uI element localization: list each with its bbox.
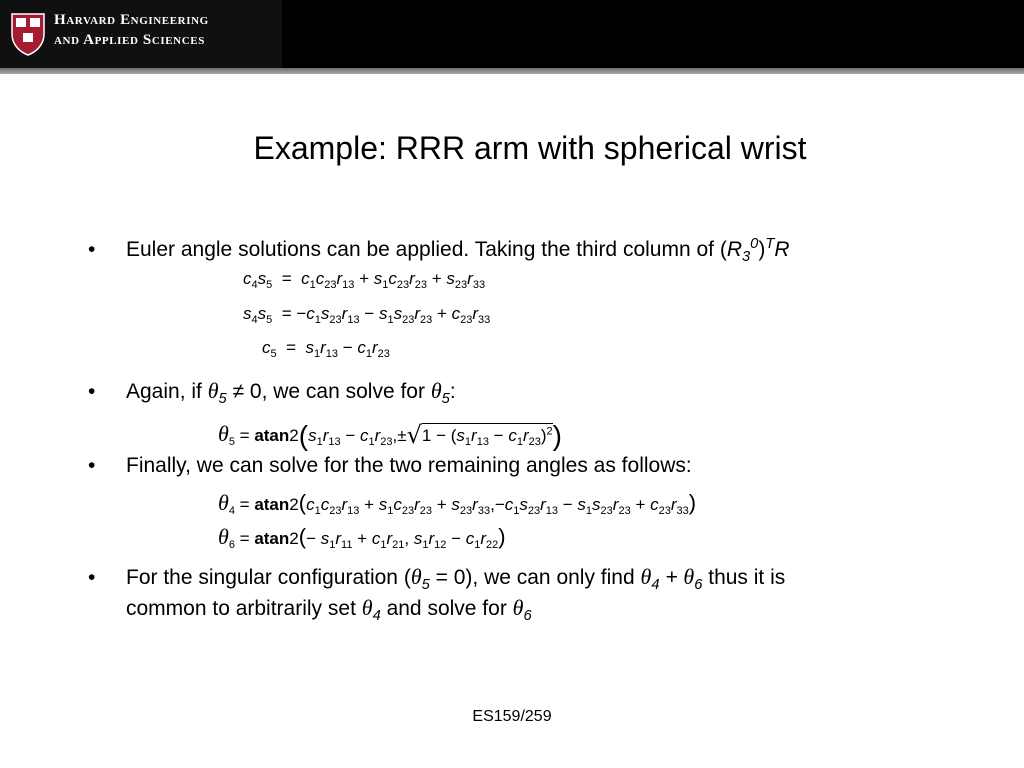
equation-c5: $c_5 = s_1r_{13} - c_1r_{23}$ [262,338,390,360]
theta-symbol: θ [410,564,422,589]
bullet-text: common to arbitrarily set [126,597,362,620]
theta-subscript: 5 [218,391,227,408]
bullet-dot: • [88,238,96,261]
bullet-text-mid: and solve for [380,597,513,620]
slide-title: Example: RRR arm with spherical wrist [253,130,807,166]
theta-subscript: 5 [441,391,450,408]
close-paren: ) [758,238,766,261]
bullet-text-mid: = 0), we can only find [429,566,641,589]
bullet-continuation [126,593,532,631]
theta-symbol: θ [207,378,219,403]
theta-symbol: θ [683,564,695,589]
bullet-text-end: : [449,380,456,403]
rotation-symbol-end: R [774,238,790,261]
theta-symbol: θ [430,378,442,403]
rotation-subscript: 3 [742,249,751,266]
logo-text-line1: Harvard Engineering [54,12,209,28]
bullet-dot: • [88,566,96,589]
bullet-item [88,229,790,272]
theta-subscript: 6 [523,608,532,625]
bullet-dot: • [88,454,96,477]
bullet-text: Again, if [126,380,208,403]
equation-c4s5: $c_4s_5 = c_1c_{23}r_{13} + s_1c_{23}r_{23} + s_{23}r_{33}$ [243,269,486,291]
bullet-text: Euler angle solutions can be applied. Taking the third column of ( [126,238,727,261]
rotation-superscript: 0 [750,236,759,252]
theta-subscript: 4 [372,608,381,625]
theta-symbol: θ [361,595,373,620]
theta-subscript: 5 [421,577,430,594]
bullet-text: For the singular configuration ( [126,566,411,589]
rotation-symbol: R [726,238,742,261]
header-divider [0,68,1024,74]
equation-theta6: $\theta_6 = atan2(- s_1r_{11} + c_1r_{21}$, $s_1r_{12} - c_1r_{22}$) [218,524,506,551]
theta-subscript: 4 [651,577,660,594]
harvard-logo [0,0,282,68]
bullet-text-end: thus it is [702,566,786,589]
theta-symbol: θ [640,564,652,589]
bullet-item [88,451,692,481]
bullet-item [88,376,456,414]
logo-text-line2: and Applied Sciences [54,32,205,48]
transpose-symbol: T [765,236,775,252]
veritas-shield-icon [10,12,46,56]
bullet-dot: • [88,380,96,403]
bullet-text-mid: ≠ 0, we can solve for [226,380,431,403]
bullet-text: Finally, we can solve for the two remaining angles as follows: [126,454,692,477]
plus-sign: + [659,566,684,589]
equation-s4s5: $s_4s_5 = -c_1s_{23}r_{13} - s_1s_{23}r_{23} + c_{23}r_{33}$ [243,304,491,326]
equation-theta4: $\theta_4 = atan2(c_1c_{23}r_{13} + s_1c_{23}r_{23} + s_{23}r_{33},-c_1s_{23}r_{13} - s_1s_{23}r_{23} + c_{23}r_{33})$ [218,490,697,517]
theta-symbol: θ [512,595,524,620]
equation-theta5: $\theta_5 = atan2(s_1r_{13} - c_1r_{23},\pm√1 - (s_1r_{13} - c_1r_{23})^2)$ [218,420,562,451]
theta-subscript: 6 [694,577,703,594]
course-footer: ES159/259 [472,708,552,725]
